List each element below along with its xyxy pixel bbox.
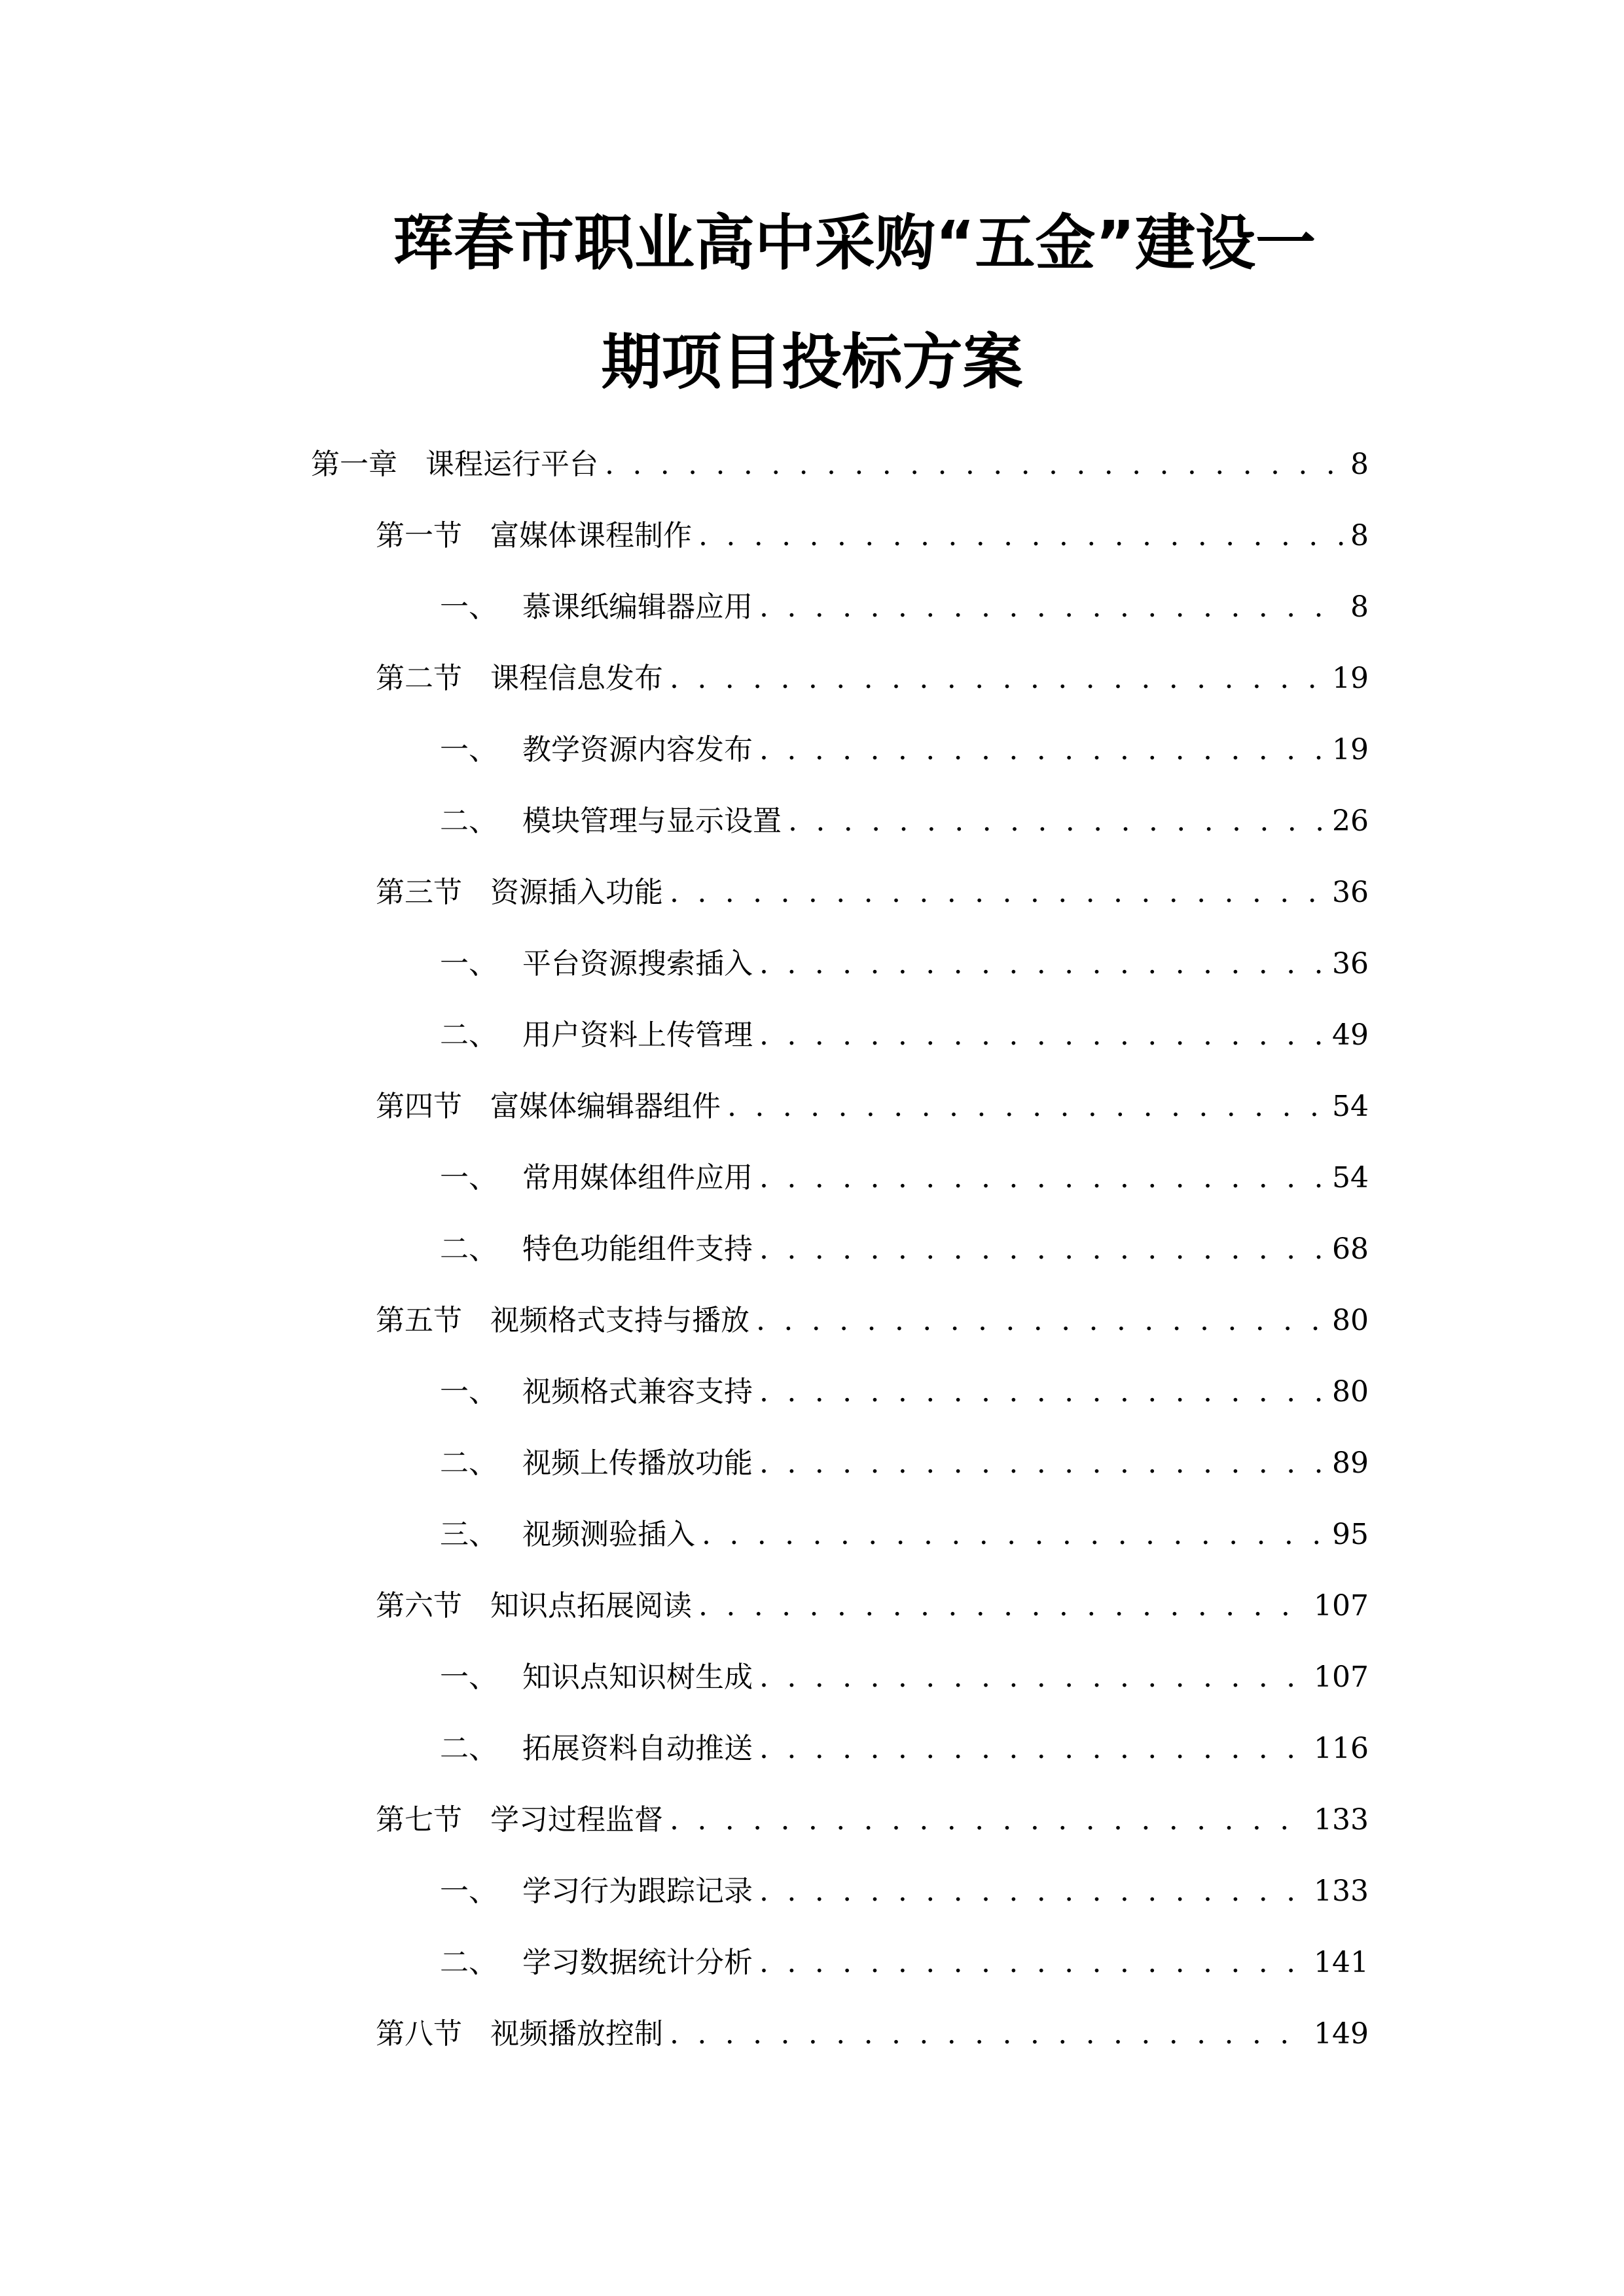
toc-entry-number: 第七节 <box>376 1803 462 1837</box>
toc-page-number: 68 <box>1332 1232 1369 1266</box>
toc-dot-leader <box>759 1444 1326 1483</box>
toc-dot-leader <box>756 1301 1326 1340</box>
toc-entry-number: 第一节 <box>376 519 462 552</box>
toc-subsection[interactable] <box>440 1158 1369 1198</box>
toc-entry-number: 第一章 <box>311 448 397 481</box>
toc-entry-title: 慕课纸编辑器应用 <box>522 590 753 624</box>
toc-page-number: 36 <box>1332 947 1369 980</box>
toc-subsection[interactable] <box>440 1515 1369 1554</box>
toc-entry-title: 学习行为跟踪记录 <box>522 1874 753 1908</box>
toc-dot-leader <box>759 588 1344 627</box>
toc-dot-leader <box>727 1087 1326 1126</box>
toc-entry-title: 模块管理与显示设置 <box>522 804 782 838</box>
toc-entry-number: 二、 <box>440 1446 497 1480</box>
toc-dot-leader <box>759 1016 1326 1055</box>
toc-page-number: 19 <box>1332 733 1369 766</box>
toc-entry-number: 一、 <box>440 1375 497 1408</box>
toc-dot-leader <box>702 1515 1326 1554</box>
toc-entry-title: 视频格式兼容支持 <box>522 1375 753 1408</box>
toc-page-number: 49 <box>1332 1018 1369 1052</box>
toc-entry-title: 教学资源内容发布 <box>522 733 753 766</box>
toc-dot-leader <box>605 445 1344 484</box>
toc-dot-leader <box>698 1587 1307 1626</box>
toc-entry-number: 二、 <box>440 1732 497 1765</box>
toc-subsection[interactable] <box>440 1658 1369 1697</box>
toc-section[interactable] <box>376 1587 1369 1626</box>
toc-entry-title: 视频播放控制 <box>490 2017 663 2051</box>
toc-page-number: 80 <box>1332 1375 1369 1408</box>
toc-entry-number: 第二节 <box>376 662 462 695</box>
toc-entry-number: 第八节 <box>376 2017 462 2051</box>
toc-section[interactable] <box>376 659 1369 698</box>
toc-page-number: 26 <box>1332 804 1369 838</box>
toc-entry-title: 视频上传播放功能 <box>522 1446 753 1480</box>
toc-subsection[interactable] <box>440 1444 1369 1483</box>
toc-page-number: 107 <box>1314 1589 1369 1623</box>
toc-subsection[interactable] <box>440 1230 1369 1269</box>
toc-subsection[interactable] <box>440 1729 1369 1768</box>
toc-dot-leader <box>759 730 1326 770</box>
toc-subsection[interactable] <box>440 730 1369 770</box>
toc-entry-title: 视频格式支持与播放 <box>490 1304 749 1337</box>
document-title-line-1: 珲春市职业高中采购“五金”建设一 <box>393 208 1316 278</box>
toc-page-number: 54 <box>1332 1161 1369 1194</box>
toc-section[interactable] <box>376 1301 1369 1340</box>
toc-dot-leader <box>670 1801 1307 1840</box>
toc-dot-leader <box>759 1658 1307 1697</box>
toc-dot-leader <box>759 1943 1307 1982</box>
toc-section[interactable] <box>376 873 1369 912</box>
toc-subsection[interactable] <box>440 588 1369 627</box>
toc-entry-title: 平台资源搜索插入 <box>522 947 753 980</box>
toc-entry-title: 特色功能组件支持 <box>522 1232 753 1266</box>
toc-dot-leader <box>759 1372 1326 1412</box>
toc-page-number: 95 <box>1332 1518 1369 1551</box>
toc-entry-title: 常用媒体组件应用 <box>522 1161 753 1194</box>
toc-entry-number: 一、 <box>440 1874 497 1908</box>
toc-entry-title: 富媒体编辑器组件 <box>490 1090 721 1123</box>
toc-entry-number: 第四节 <box>376 1090 462 1123</box>
toc-entry-title: 用户资料上传管理 <box>522 1018 753 1052</box>
toc-page-number: 80 <box>1332 1304 1369 1337</box>
toc-entry-number: 二、 <box>440 1946 497 1979</box>
toc-page-number: 149 <box>1314 2017 1369 2051</box>
toc-subsection[interactable] <box>440 802 1369 841</box>
toc-section[interactable] <box>376 1087 1369 1126</box>
toc-chapter[interactable] <box>311 445 1369 484</box>
toc-subsection[interactable] <box>440 944 1369 984</box>
toc-entry-title: 学习过程监督 <box>490 1803 663 1837</box>
toc-entry-number: 第六节 <box>376 1589 462 1623</box>
toc-entry-number: 一、 <box>440 947 497 980</box>
toc-page-number: 107 <box>1314 1660 1369 1694</box>
document-title-line-2: 期项目投标方案 <box>601 327 1023 397</box>
toc-page-number: 19 <box>1332 662 1369 695</box>
toc-page-number: 133 <box>1314 1803 1369 1837</box>
toc-entry-number: 二、 <box>440 804 497 838</box>
toc-section[interactable] <box>376 516 1369 556</box>
toc-dot-leader <box>670 2015 1307 2054</box>
toc-page-number: 133 <box>1314 1874 1369 1908</box>
toc-page-number: 8 <box>1350 590 1369 624</box>
toc-entry-title: 资源插入功能 <box>490 876 663 909</box>
toc-entry-number: 一、 <box>440 733 497 766</box>
toc-entry-number: 第三节 <box>376 876 462 909</box>
toc-entry-title: 知识点拓展阅读 <box>490 1589 692 1623</box>
toc-dot-leader <box>759 1872 1307 1911</box>
toc-entry-number: 第五节 <box>376 1304 462 1337</box>
toc-page-number: 116 <box>1314 1732 1369 1765</box>
toc-page-number: 141 <box>1314 1946 1369 1979</box>
toc-dot-leader <box>670 873 1326 912</box>
toc-dot-leader <box>698 516 1344 556</box>
toc-dot-leader <box>759 1158 1326 1198</box>
toc-entry-title: 拓展资料自动推送 <box>522 1732 753 1765</box>
toc-entry-title: 课程信息发布 <box>490 662 663 695</box>
toc-page-number: 8 <box>1350 519 1369 552</box>
toc-page-number: 8 <box>1350 448 1369 481</box>
toc-section[interactable] <box>376 2015 1369 2054</box>
toc-dot-leader <box>670 659 1326 698</box>
toc-entry-number: 二、 <box>440 1232 497 1266</box>
toc-page-number: 36 <box>1332 876 1369 909</box>
toc-entry-number: 一、 <box>440 590 497 624</box>
toc-dot-leader <box>759 944 1326 984</box>
toc-entry-title: 知识点知识树生成 <box>522 1660 753 1694</box>
toc-entry-number: 一、 <box>440 1161 497 1194</box>
toc-subsection[interactable] <box>440 1016 1369 1055</box>
toc-page-number: 54 <box>1332 1090 1369 1123</box>
toc-subsection[interactable] <box>440 1872 1369 1911</box>
toc-section[interactable] <box>376 1801 1369 1840</box>
toc-entry-title: 富媒体课程制作 <box>490 519 692 552</box>
toc-subsection[interactable] <box>440 1372 1369 1412</box>
toc-dot-leader <box>759 1230 1326 1269</box>
toc-dot-leader <box>759 1729 1307 1768</box>
toc-entry-number: 二、 <box>440 1018 497 1052</box>
toc-subsection[interactable] <box>440 1943 1369 1982</box>
toc-page-number: 89 <box>1332 1446 1369 1480</box>
toc-entry-title: 学习数据统计分析 <box>522 1946 753 1979</box>
toc-entry-title: 视频测验插入 <box>522 1518 695 1551</box>
toc-dot-leader <box>788 802 1326 841</box>
toc-entry-number: 三、 <box>440 1518 497 1551</box>
toc-entry-title: 课程运行平台 <box>425 448 598 481</box>
toc-entry-number: 一、 <box>440 1660 497 1694</box>
